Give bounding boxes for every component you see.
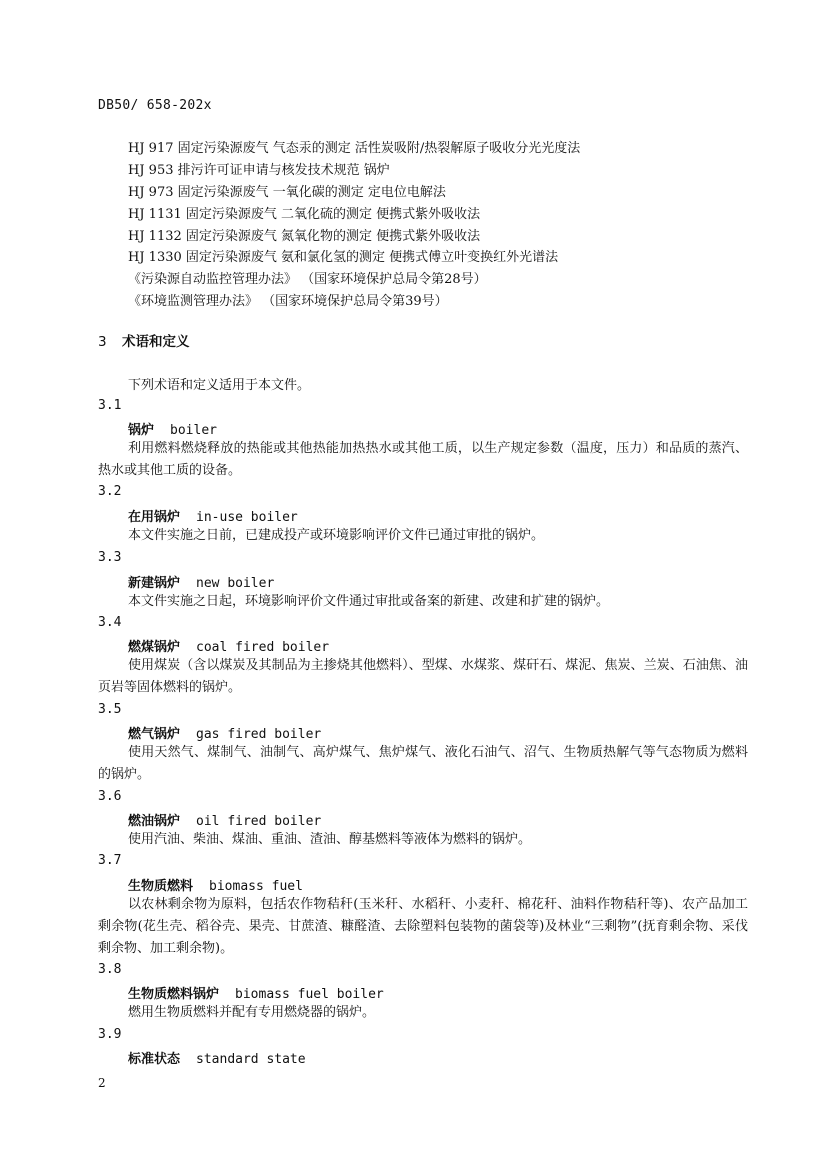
page-number: 2 [98, 1076, 106, 1090]
term-number: 3.6 [98, 789, 122, 804]
term-title [128, 810, 321, 829]
term-english: boiler [170, 423, 217, 438]
term-english: biomass fuel [209, 879, 303, 894]
term-chinese: 标准状态 [128, 1052, 181, 1067]
reference-item: HJ 953 排污许可证申请与核发技术规范 锅炉 [128, 163, 390, 178]
term-definition: 使用天然气、煤制气、油制气、高炉煤气、焦炉煤气、液化石油气、沼气、生物质热解气等气态物质为燃料的锅炉。 [98, 745, 748, 782]
term-title [128, 983, 384, 1002]
reference-item: 《污染源自动监控管理办法》 （国家环境保护总局令第28号） [128, 272, 487, 287]
term-number: 3.8 [98, 962, 122, 977]
reference-item: HJ 1330 固定污染源废气 氨和氯化氢的测定 便携式傅立叶变换红外光谱法 [128, 250, 559, 265]
term-title [128, 1048, 306, 1067]
term-english: oil fired boiler [196, 814, 322, 829]
term-definition: 燃用生物质燃料并配有专用燃烧器的锅炉。 [128, 1005, 376, 1020]
section-intro: 下列术语和定义适用于本文件。 [128, 378, 311, 393]
term-title [128, 419, 217, 438]
term-english: in-use boiler [196, 510, 298, 525]
term-definition: 本文件实施之日前，已建成投产或环境影响评价文件已通过审批的锅炉。 [128, 528, 545, 543]
reference-item: HJ 973 固定污染源废气 一氧化碳的测定 定电位电解法 [128, 185, 446, 200]
term-chinese: 燃油锅炉 [128, 814, 181, 829]
reference-item: HJ 1132 固定污染源废气 氮氧化物的测定 便携式紫外吸收法 [128, 229, 481, 244]
section-title: 术语和定义 [122, 334, 190, 350]
term-chinese: 生物质燃料 [128, 879, 194, 894]
term-chinese: 燃气锅炉 [128, 727, 181, 742]
term-number: 3.1 [98, 398, 122, 413]
term-number: 3.7 [98, 853, 122, 868]
term-definition: 使用煤炭（含以煤炭及其制品为主掺烧其他燃料）、型煤、水煤浆、煤矸石、煤泥、焦炭、兰炭、石油焦、油页岩等固体燃料的锅炉。 [98, 658, 748, 695]
term-number: 3.4 [98, 615, 122, 630]
term-number: 3.2 [98, 484, 122, 499]
term-english: standard state [196, 1052, 306, 1067]
term-number: 3.9 [98, 1027, 122, 1042]
document-code-header: DB50/ 658-202x [98, 98, 212, 113]
term-english: new boiler [196, 576, 275, 591]
section-heading [98, 330, 190, 350]
term-definition: 利用燃料燃烧释放的热能或其他热能加热热水或其他工质，以生产规定参数（温度，压力）和品质的蒸汽、热水或其他工质的设备。 [98, 441, 748, 478]
reference-item: HJ 1131 固定污染源废气 二氧化硫的测定 便携式紫外吸收法 [128, 207, 481, 222]
term-english: biomass fuel boiler [235, 987, 384, 1002]
term-title [128, 506, 298, 525]
term-definition: 以农林剩余物为原料，包括农作物秸秆(玉米秆、水稻秆、小麦秆、棉花秆、油料作物秸秆等)、农产品加工剩余物(花生壳、稻谷壳、果壳、甘蔗渣、糠醛渣、去除塑料包装物的菌袋等)及林业“三剩物”(抚育剩余物、采伐剩余物、加工剩余物)。 [98, 897, 748, 956]
reference-item: HJ 917 固定污染源废气 气态汞的测定 活性炭吸附/热裂解原子吸收分光光度法 [128, 141, 581, 156]
term-title [128, 572, 274, 591]
term-chinese: 燃煤锅炉 [128, 640, 181, 655]
term-chinese: 生物质燃料锅炉 [128, 987, 220, 1002]
term-chinese: 锅炉 [128, 423, 155, 438]
term-number: 3.3 [98, 550, 122, 565]
term-title [128, 723, 321, 742]
term-title [128, 875, 303, 894]
term-chinese: 在用锅炉 [128, 510, 181, 525]
term-definition: 使用汽油、柴油、煤油、重油、渣油、醇基燃料等液体为燃料的锅炉。 [128, 832, 532, 847]
term-chinese: 新建锅炉 [128, 576, 181, 591]
term-english: coal fired boiler [196, 640, 330, 655]
term-number: 3.5 [98, 702, 122, 717]
term-definition: 本文件实施之日起，环境影响评价文件通过审批或备案的新建、改建和扩建的锅炉。 [128, 594, 610, 609]
section-number: 3 [98, 334, 107, 350]
term-title [128, 636, 329, 655]
term-english: gas fired boiler [196, 727, 322, 742]
reference-item: 《环境监测管理办法》 （国家环境保护总局令第39号） [128, 294, 448, 309]
